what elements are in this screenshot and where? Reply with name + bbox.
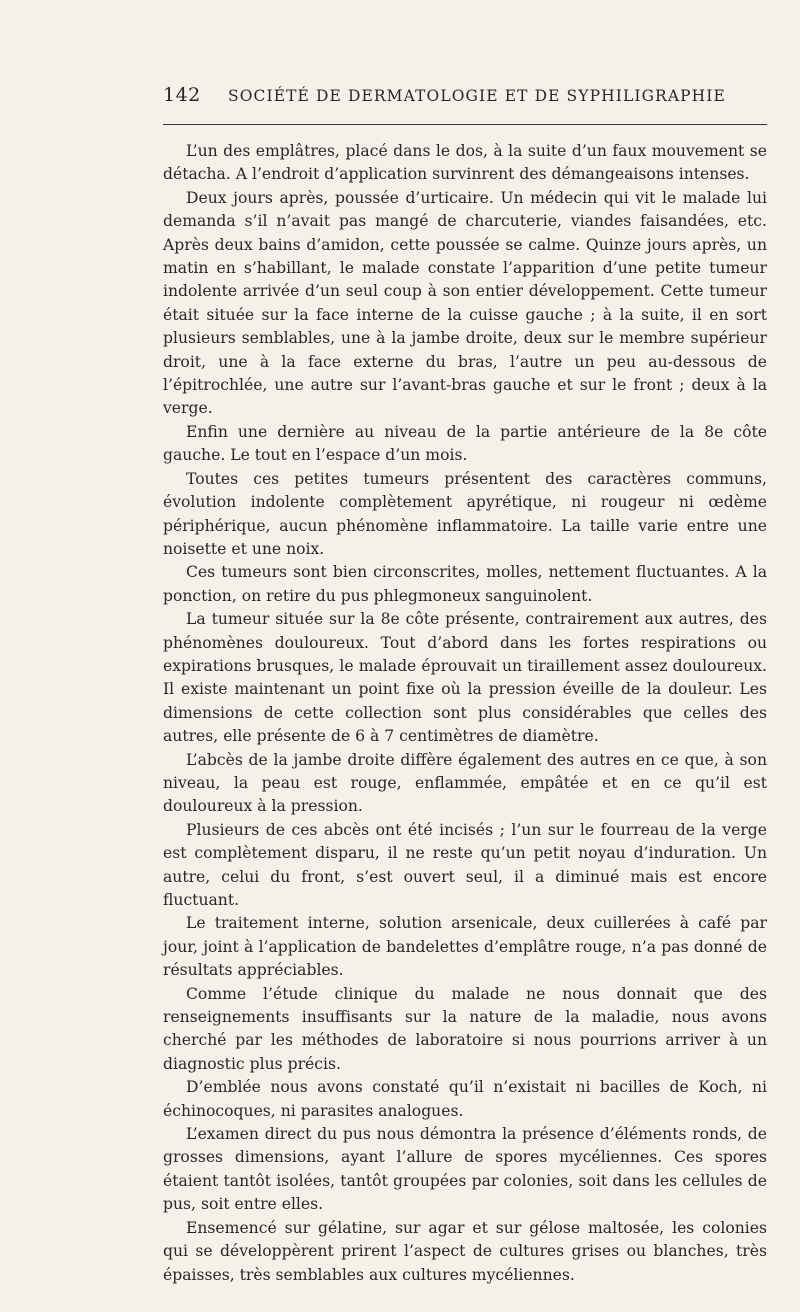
body-text	[163, 140, 767, 1287]
paragraph: Toutes ces petites tumeurs présentent des caractères communs, évolution indolente complètement apyrétique, ni rougeur ni œdème périphérique, aucun phénomène inflammatoire. La taille varie entre une noisette et une noix.	[163, 469, 767, 558]
paragraph: Deux jours après, poussée d’urticaire. Un médecin qui vit le malade lui demanda s’il n’avait pas mangé de charcuterie, viandes faisandées, etc. Après deux bains d’amidon, cette poussée se calme. Quinze jours après, un matin en s’habillant, le malade constate l’apparition d’une petite tumeur indolente arrivée d’un seul coup à son entier développement. Cette tumeur était située sur la face interne de la cuisse gauche ; à la suite, il en sort plusieurs semblables, une à la jambe droite, deux sur le membre supérieur droit, une à la face externe du bras, l’autre un peu au-dessous de l’épitrochlée, une autre sur l’avant-bras gauche et sur le front ; deux à la verge.	[163, 188, 767, 418]
paragraph: L’abcès de la jambe droite diffère également des autres en ce que, à son niveau, la peau est rouge, enflammée, empâtée et en ce qu’il est douloureux à la pression.	[163, 750, 767, 816]
paragraph: L’un des emplâtres, placé dans le dos, à la suite d’un faux mouvement se détacha. A l’endroit d’application survinrent des démangeaisons intenses.	[163, 142, 767, 184]
paragraph: Comme l’étude clinique du malade ne nous donnait que des renseignements insuffisants sur la nature de la maladie, nous avons cherché par les méthodes de laboratoire si nous pourrions arriver à un diagnostic plus précis.	[163, 984, 767, 1073]
paragraph: L’examen direct du pus nous démontra la présence d’éléments ronds, de grosses dimensions, ayant l’allure de spores mycéliennes. Ces spores étaient tantôt isolées, tantôt groupées par colonies, soit dans les cellules de pus, soit entre elles.	[163, 1125, 767, 1214]
page-header	[163, 84, 767, 114]
page-number: 142	[163, 84, 201, 106]
paragraph: Ces tumeurs sont bien circonscrites, molles, nettement fluctuantes. A la ponction, on retire du pus phlegmoneux sanguinolent.	[163, 563, 767, 605]
paragraph: La tumeur située sur la 8e côte présente, contrairement aux autres, des phénomènes douloureux. Tout d’abord dans les fortes respirations ou expirations brusques, le malade éprouvait un tiraillement assez douloureux. Il existe maintenant un point fixe où la pression éveille de la douleur. Les dimensions de cette collection sont plus considérables que celles des autres, elle présente de 6 à 7 centimètres de diamètre.	[163, 610, 767, 746]
running-head: SOCIÉTÉ DE DERMATOLOGIE ET DE SYPHILIGRAPHIE	[228, 87, 726, 105]
paragraph: Le traitement interne, solution arsenicale, deux cuillerées à café par jour, joint à l’application de bandelettes d’emplâtre rouge, n’a pas donné de résultats appréciables.	[163, 914, 767, 980]
paragraph: D’emblée nous avons constaté qu’il n’existait ni bacilles de Koch, ni échinocoques, ni parasites analogues.	[163, 1078, 767, 1120]
header-rule	[163, 124, 767, 125]
paragraph: Enfin une dernière au niveau de la partie antérieure de la 8e côte gauche. Le tout en l’espace d’un mois.	[163, 422, 767, 465]
paragraph: Ensemencé sur gélatine, sur agar et sur gélose maltosée, les colonies qui se développèrent prirent l’aspect de cultures grises ou blanches, très épaisses, très semblables aux cultures mycéliennes.	[163, 1218, 767, 1284]
paragraph: Plusieurs de ces abcès ont été incisés ; l’un sur le fourreau de la verge est complètement disparu, il ne reste qu’un petit noyau d’induration. Un autre, celui du front, s’est ouvert seul, il a diminué mais est encore fluctuant.	[163, 820, 767, 909]
